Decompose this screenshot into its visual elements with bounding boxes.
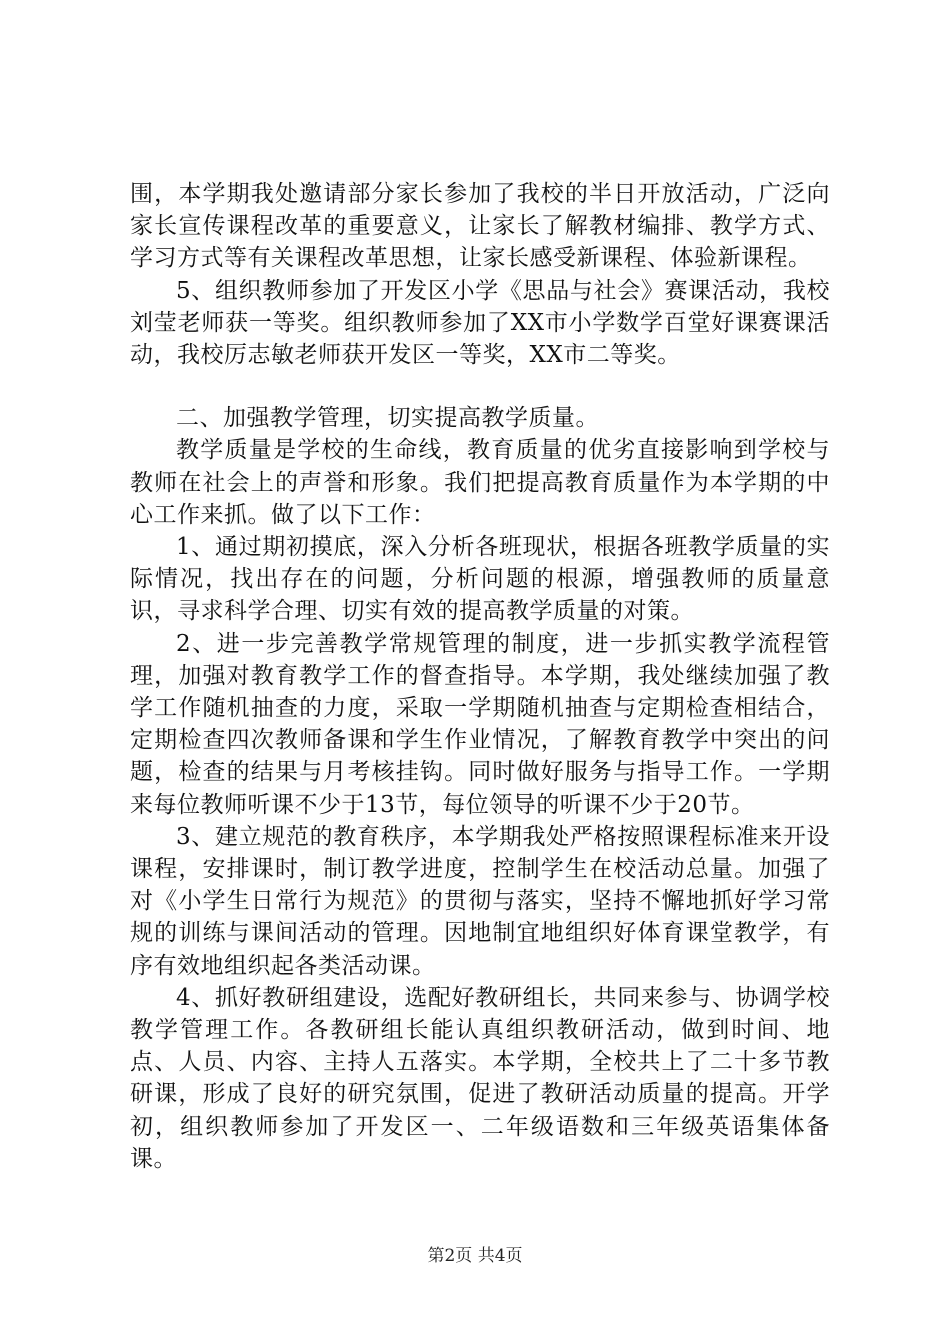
- paragraph-intro: 教学质量是学校的生命线，教育质量的优劣直接影响到学校与教师在社会上的声誉和形象。我们把提高教育质量作为本学期的中心工作来抓。做了以下工作：: [130, 437, 830, 528]
- paragraph-item-3: 3、建立规范的教育秩序，本学期我处严格按照课程标准来开设课程，安排课时，制订教学进度，控制学生在校活动总量。加强了对《小学生日常行为规范》的贯彻与落实，坚持不懈地抓好学习常规的训练与课间活动的管理。因地制宜地组织好体育课堂教学，有序有效地组织起各类活动课。: [130, 823, 830, 979]
- paragraph-item-1: 1、通过期初摸底，深入分析各班现状，根据各班教学质量的实际情况，找出存在的问题，分析问题的根源，增强教师的质量意识，寻求科学合理、切实有效的提高教学质量的对策。: [130, 534, 830, 625]
- paragraph-gap: [130, 371, 830, 402]
- paragraph-item-2: 2、进一步完善教学常规管理的制度，进一步抓实教学流程管理，加强对教育教学工作的督查指导。本学期，我处继续加强了教学工作随机抽查的力度，采取一学期随机抽查与定期检查相结合，定期检查四次教师备课和学生作业情况，了解教育教学中突出的问题，检查的结果与月考核挂钩。同时做好服务与指导工作。一学期来每位教师听课不少于13节，每位领导的听课不少于20节。: [130, 630, 830, 818]
- section-heading-2: 二、加强教学管理，切实提高教学质量。: [176, 405, 599, 432]
- paragraph-item-4: 4、抓好教研组建设，选配好教研组长，共同来参与、协调学校教学管理工作。各教研组长能认真组织教研活动，做到时间、地点、人员、内容、主持人五落实。本学期，全校共上了二十多节教研课，形成了良好的研究氛围，促进了教研活动质量的提高。开学初，组织教师参加了开发区一、二年级语数和三年级英语集体备课。: [130, 984, 830, 1172]
- paragraph-continuation: 围，本学期我处邀请部分家长参加了我校的半日开放活动，广泛向家长宣传课程改革的重要意义，让家长了解教材编排、教学方式、学习方式等有关课程改革思想，让家长感受新课程、体验新课程。: [130, 181, 830, 272]
- paragraph-item-5: 5、组织教师参加了开发区小学《思品与社会》赛课活动，我校刘莹老师获一等奖。组织教师参加了XX市小学数学百堂好课赛课活动，我校厉志敏老师获开发区一等奖，XX市二等奖。: [130, 277, 830, 369]
- page-footer: 第2页 共4页: [427, 1246, 523, 1266]
- document-body: [130, 178, 830, 1175]
